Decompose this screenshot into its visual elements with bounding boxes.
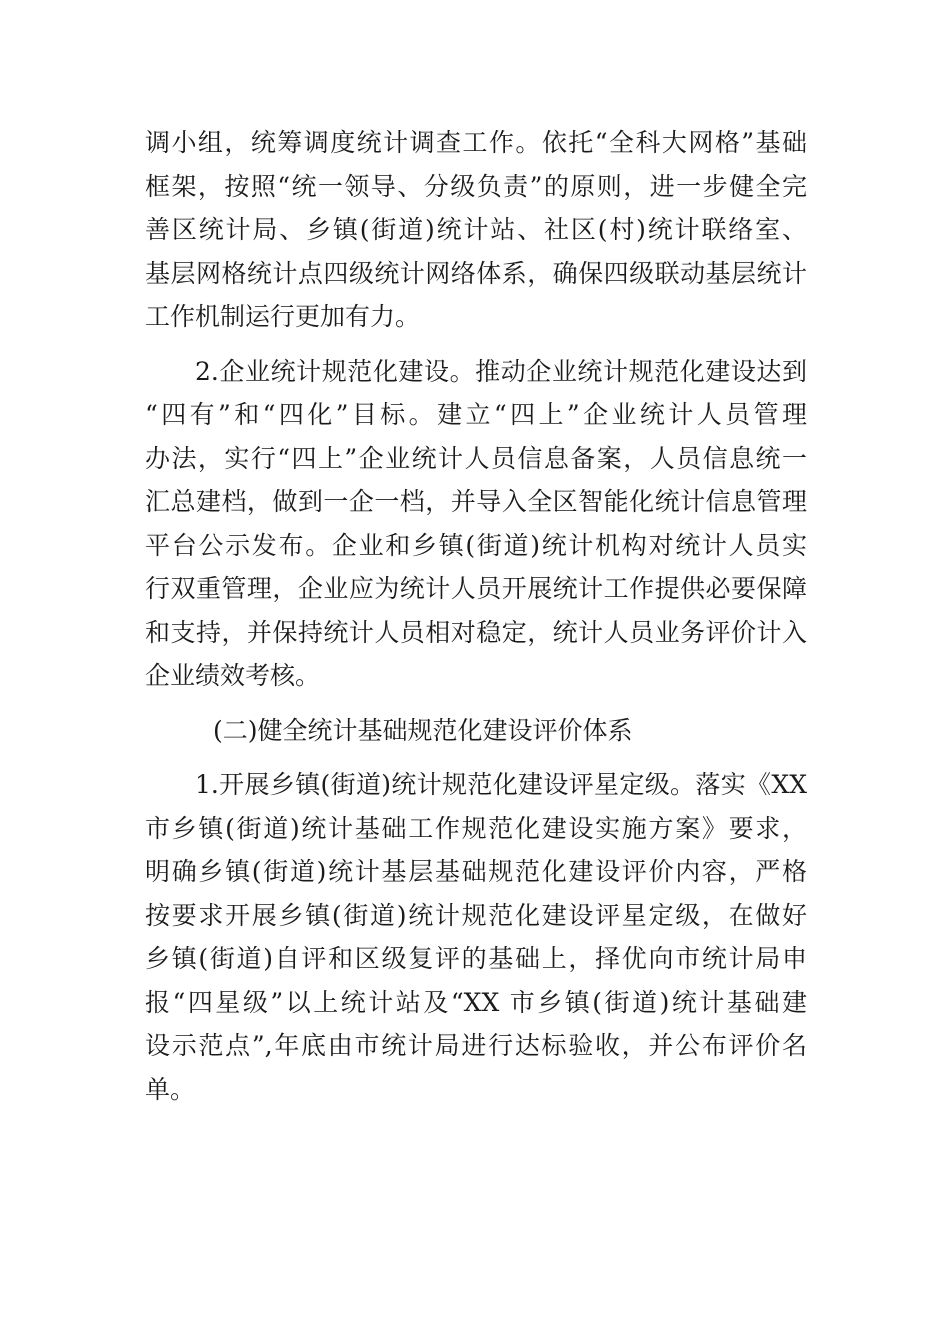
text-line: 单。 [145,1074,196,1104]
text-line: 企业绩效考核。 [145,661,321,690]
text-line: 报“四星级”以上统计站及“XX 市乡镇(街道)统计基础建 [145,987,807,1017]
text-line: 市乡镇(街道)统计基础工作规范化建设实施方案》要求， [145,813,807,843]
text-line: 基层网格统计点四级统计网络体系，确保四级联动基层统计 [145,258,807,288]
section-heading [145,709,807,753]
paragraph-enterprise-statistics [145,350,807,698]
text-line: 汇总建档，做到一企一档，并导入全区智能化统计信息管理 [145,487,807,516]
text-line: 行双重管理，企业应为统计人员开展统计工作提供必要保障 [145,574,807,603]
text-line: 明确乡镇(街道)统计基层基础规范化建设评价内容，严格 [145,857,807,886]
text-line: 善区统计局、乡镇(街道)统计站、社区(村)统计联络室、 [145,215,807,244]
text-line: 工作机制运行更加有力。 [145,302,421,331]
text-line: 1.开展乡镇(街道)统计规范化建设评星定级。落实《XX [195,770,807,799]
text-line: 设示范点”,年底由市统计局进行达标验收，并公布评价名 [145,1031,807,1060]
text-line: 和支持，并保持统计人员相对稳定，统计人员业务评价计入 [145,617,807,647]
text-line: 按要求开展乡镇(街道)统计规范化建设评星定级，在做好 [145,900,807,930]
heading-text: (二)健全统计基础规范化建设评价体系 [213,715,633,745]
text-line: 平台公示发布。企业和乡镇(街道)统计机构对统计人员实 [145,530,807,560]
paragraph-star-rating [145,763,807,1111]
text-line: “四有”和“四化”目标。建立“四上”企业统计人员管理 [145,400,807,429]
document-body [145,121,807,1111]
paragraph-coordination [145,121,807,339]
text-line: 调小组，统筹调度统计调查工作。依托“全科大网格”基础 [145,128,807,157]
text-line: 2.企业统计规范化建设。推动企业统计规范化建设达到 [195,356,807,386]
text-line: 乡镇(街道)自评和区级复评的基础上，择优向市统计局申 [145,944,807,973]
text-line: 办法，实行“四上”企业统计人员信息备案，人员信息统一 [145,443,807,473]
text-line: 框架，按照“统一领导、分级负责”的原则，进一步健全完 [145,171,807,201]
